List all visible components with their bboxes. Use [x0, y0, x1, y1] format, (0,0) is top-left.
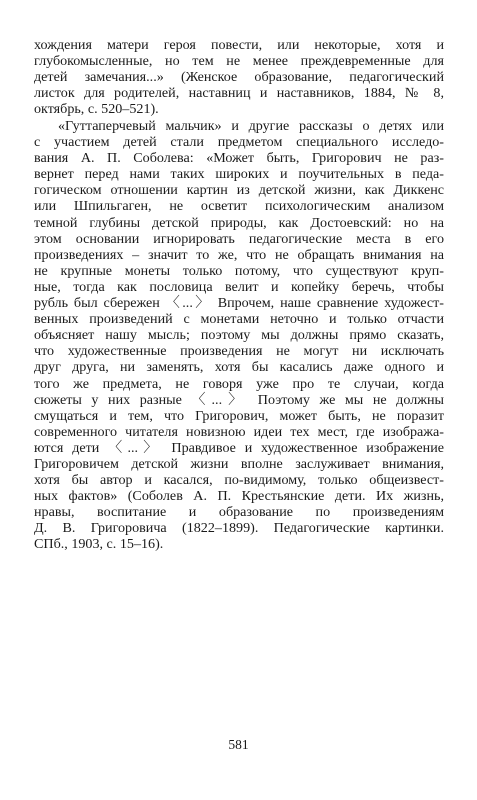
- text-line: сюжеты у них разные 〈...〉 Поэтому же мы не должны: [34, 391, 444, 408]
- paragraph-1: [34, 37, 444, 117]
- text-line: хотя бы автор и касался, по-видимому, только общеизвест-: [34, 472, 444, 489]
- text-line: того же предмета, не говоря уже про те случаи, когда: [34, 375, 444, 392]
- text-line: Григоровичем детской жизни вполне заслуживает внимания,: [34, 455, 444, 472]
- text-line: ных фактов» (Соболев А. П. Крестьянские дети. Их жизнь,: [34, 488, 444, 505]
- text-line: гогическом отношении картин из детской жизни, как Диккенс: [34, 182, 444, 199]
- text-line: произведениях – значит то же, что не обращать внимания на: [34, 246, 444, 263]
- text-line: с участием детей стали предметом специального исследо-: [34, 134, 444, 151]
- text-line: рубль был сбережен 〈...〉 Впрочем, наше сравнение художест-: [34, 295, 444, 312]
- text-line: смущаться и тем, что Григорович, может быть, не поразит: [34, 407, 444, 424]
- text-line: ются дети 〈...〉 Правдивое и художественное изображение: [34, 439, 444, 456]
- text-line: современного читателя новизною идеи тех мест, где изобража-: [34, 423, 444, 440]
- text-line: темной глубины детской природы, как Достоевский: но на: [34, 214, 444, 231]
- page-number: 581: [228, 737, 249, 752]
- text-line: хождения матери героя повести, или некоторые, хотя и: [34, 37, 444, 53]
- text-line: листок для родителей, наставниц и наставников, 1884, № 8,: [34, 85, 444, 102]
- text-line: или Шпильгаген, не осветит психологическим анализом: [34, 198, 444, 215]
- text-line: нравы, воспитание и образование по произведениям: [34, 504, 444, 521]
- text-line: этом основании игнорировать педагогические места в его: [34, 230, 444, 247]
- text-line: венных произведений с монетами неточно и только отчасти: [34, 311, 444, 328]
- text-line: вания А. П. Соболева: «Может быть, Григорович не раз-: [34, 150, 444, 167]
- text-line: детей замечания...» (Женское образование, педагогический: [34, 69, 444, 86]
- text-line: «Гуттаперчевый мальчик» и другие рассказы о детях или: [58, 118, 444, 134]
- text-line: друг друга, ни заменять, хотя бы касались даже одного и: [34, 359, 444, 376]
- text-line: вернет перед нами таких широких и поучительных в педа-: [34, 166, 444, 183]
- text-line: глубокомысленные, но тем не менее преждевременные для: [34, 53, 444, 70]
- text-line: ные, тогда как пословица велит и копейку беречь, чтобы: [34, 278, 444, 295]
- text-line: не крупные монеты только потому, что существуют круп-: [34, 262, 444, 279]
- text-line: октябрь, с. 520–521).: [34, 101, 159, 118]
- text-line: СПб., 1903, с. 15–16).: [34, 536, 164, 553]
- text-line: объясняет нашу мысль; поэтому мы должны прямо сказать,: [34, 327, 444, 344]
- paragraph-2: [34, 118, 444, 553]
- text-line: что художественные произведения не могут ни исключать: [34, 343, 444, 360]
- text-line: Д. В. Григоровича (1822–1899). Педагогические картинки.: [34, 520, 444, 537]
